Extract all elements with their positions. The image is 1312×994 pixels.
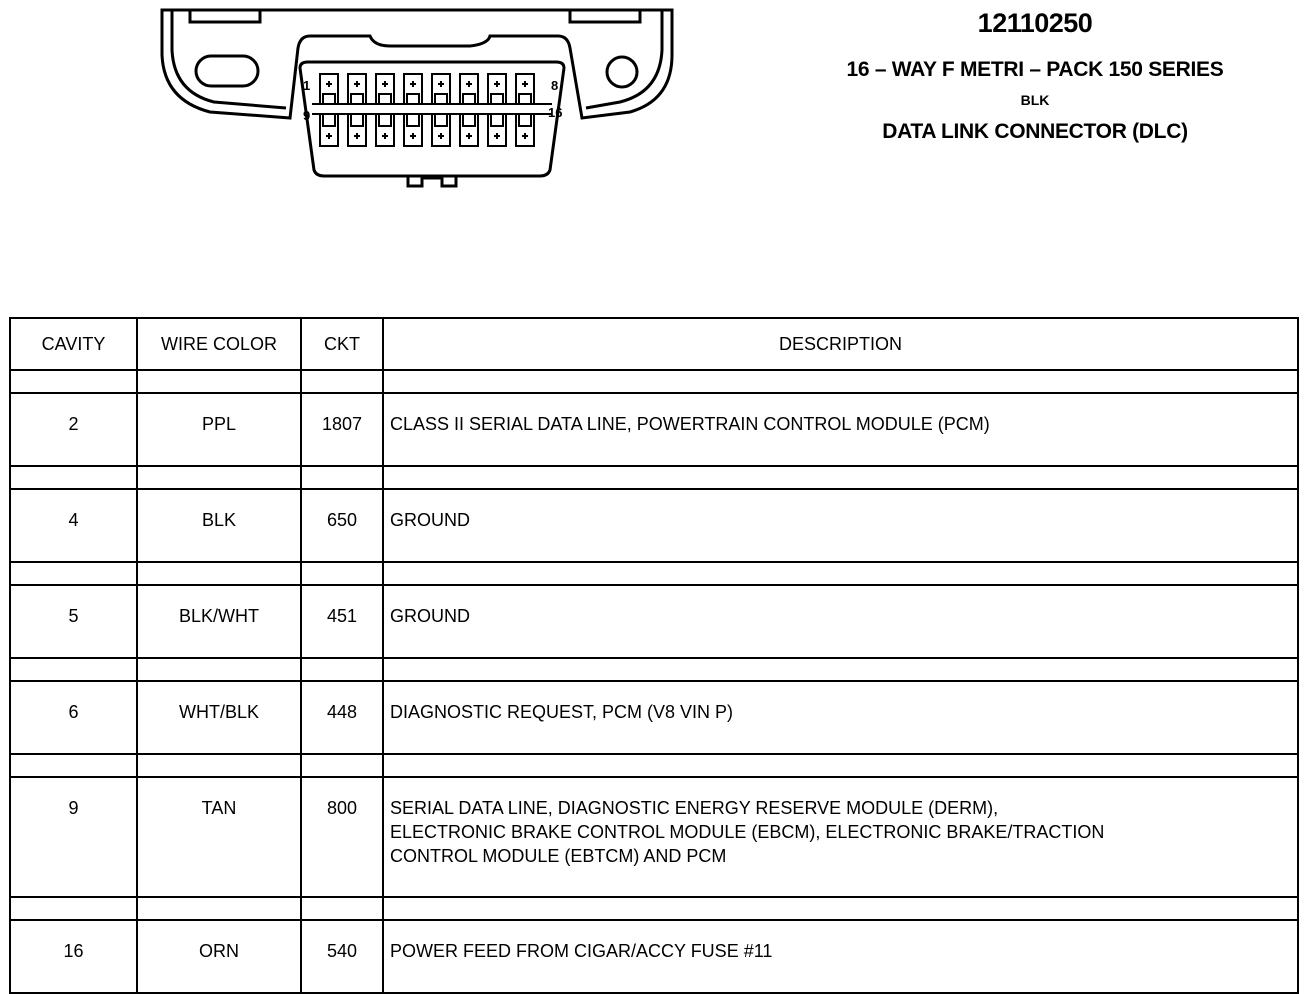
connector-cavity (488, 114, 506, 146)
connector-cavity (376, 74, 394, 104)
row-spacer (10, 658, 1298, 681)
table-row (10, 489, 1298, 562)
pin-label-16: 16 (548, 105, 563, 120)
cell-wire-color: TAN (137, 777, 301, 897)
cell-ckt: 540 (301, 920, 383, 993)
table-row (10, 681, 1298, 754)
cell-ckt: 1807 (301, 393, 383, 466)
pinout-body (10, 370, 1298, 993)
connector-name: DATA LINK CONNECTOR (DLC) (882, 120, 1188, 143)
cell-cavity: 4 (10, 489, 137, 562)
connector-cavity (460, 114, 478, 146)
cell-description (383, 920, 1298, 993)
connector-cavity (516, 74, 534, 104)
header-wire-color: WIRE COLOR (137, 318, 301, 370)
connector-housing (162, 10, 672, 118)
mounting-slot-left (196, 56, 258, 86)
row-spacer (10, 370, 1298, 393)
table-header-row (10, 318, 1298, 370)
cavity-grid (312, 74, 552, 146)
part-number: 12110250 (977, 8, 1093, 38)
cell-cavity: 16 (10, 920, 137, 993)
cell-wire-color: ORN (137, 920, 301, 993)
mounting-hole-right (607, 57, 637, 87)
description-line: ELECTRONIC BRAKE CONTROL MODULE (EBCM), ELECTRONIC BRAKE/TRACTION (390, 822, 1105, 842)
connector-cavity (488, 74, 506, 104)
header-description: DESCRIPTION (383, 318, 1298, 370)
cell-ckt: 451 (301, 585, 383, 658)
connector-cavity (432, 74, 450, 104)
header-cavity: CAVITY (10, 318, 137, 370)
table-row (10, 920, 1298, 993)
description-line: GROUND (390, 510, 470, 530)
pin-label-8: 8 (551, 78, 559, 93)
row-spacer (10, 897, 1298, 920)
description-line: CLASS II SERIAL DATA LINE, POWERTRAIN CONTROL MODULE (PCM) (390, 414, 990, 434)
cell-wire-color: BLK (137, 489, 301, 562)
cell-cavity: 9 (10, 777, 137, 897)
connector-cavity (460, 74, 478, 104)
cell-ckt: 800 (301, 777, 383, 897)
pin-label-1: 1 (303, 78, 311, 93)
table-row (10, 585, 1298, 658)
cell-description (383, 681, 1298, 754)
description-line: DIAGNOSTIC REQUEST, PCM (V8 VIN P) (390, 702, 734, 722)
pin-label-9: 9 (303, 108, 311, 123)
cell-description (383, 585, 1298, 658)
row-spacer (10, 754, 1298, 777)
cell-ckt: 448 (301, 681, 383, 754)
cell-wire-color: BLK/WHT (137, 585, 301, 658)
connector-drawing (150, 0, 690, 195)
connector-cavity (404, 114, 422, 146)
connector-cavity (404, 74, 422, 104)
header-ckt: CKT (301, 318, 383, 370)
connector-cavity (320, 114, 338, 146)
row-divider (312, 104, 552, 114)
connector-cavity (376, 114, 394, 146)
description-line: SERIAL DATA LINE, DIAGNOSTIC ENERGY RESERVE MODULE (DERM), (390, 798, 999, 818)
description-line: CONTROL MODULE (EBTCM) AND PCM (390, 846, 727, 866)
connector-color: BLK (1020, 92, 1050, 108)
connector-cavity (348, 74, 366, 104)
connector-cavity (320, 74, 338, 104)
table-row (10, 393, 1298, 466)
table-row (10, 777, 1298, 897)
cell-cavity: 6 (10, 681, 137, 754)
connector-cavity (516, 114, 534, 146)
cell-wire-color: WHT/BLK (137, 681, 301, 754)
cell-cavity: 2 (10, 393, 137, 466)
connector-cavity (432, 114, 450, 146)
description-line: GROUND (390, 606, 470, 626)
connector-cavity (348, 114, 366, 146)
cell-description (383, 777, 1298, 897)
description-line: POWER FEED FROM CIGAR/ACCY FUSE #11 (390, 941, 773, 961)
cell-wire-color: PPL (137, 393, 301, 466)
cell-cavity: 5 (10, 585, 137, 658)
pinout-table (9, 317, 1299, 994)
cell-ckt: 650 (301, 489, 383, 562)
cell-description (383, 393, 1298, 466)
connector-series: 16 – WAY F METRI – PACK 150 SERIES (846, 58, 1224, 81)
row-spacer (10, 562, 1298, 585)
row-spacer (10, 466, 1298, 489)
cell-description (383, 489, 1298, 562)
